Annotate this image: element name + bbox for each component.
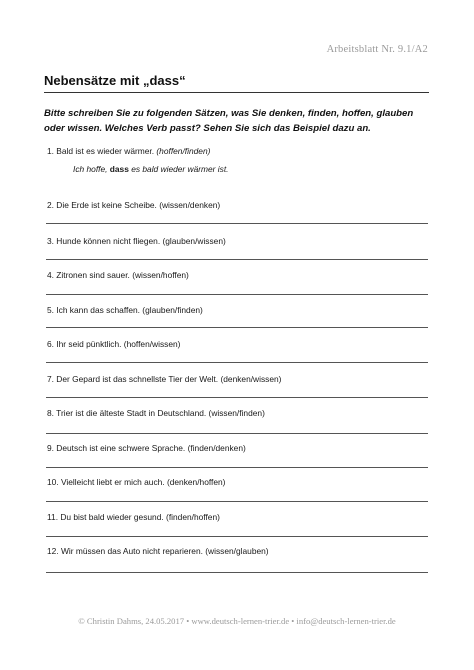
exercise-item: 3. Hunde können nicht fliegen. (glauben/wissen) [47,236,226,246]
answer-line[interactable] [46,397,428,398]
answer-line[interactable] [46,259,428,260]
exercise-item: 4. Zitronen sind sauer. (wissen/hoffen) [47,270,189,280]
answer-line[interactable] [46,223,428,224]
example-answer-keyword: dass [109,164,129,174]
example-answer-end: es bald wieder wärmer ist. [131,164,229,174]
answer-line[interactable] [46,294,428,295]
exercise-item: 12. Wir müssen das Auto nicht reparieren. (wissen/glauben) [47,546,269,556]
answer-line[interactable] [46,433,428,434]
answer-line[interactable] [46,501,428,502]
answer-line[interactable] [46,536,428,537]
worksheet-number: Arbeitsblatt Nr. 9.1/A2 [326,44,428,55]
answer-line[interactable] [46,362,428,363]
exercise-item: 8. Trier ist die älteste Stadt in Deutschland. (wissen/finden) [47,408,265,418]
page-title: Nebensätze mit „dass“ [44,73,186,88]
example-answer [73,164,228,174]
exercise-item: 5. Ich kann das schaffen. (glauben/finden) [47,305,203,315]
example-answer-start: Ich hoffe, [73,164,108,174]
instructions: Bitte schreiben Sie zu folgenden Sätzen, was Sie denken, finden, hoffen, glauben oder wissen. Welches Verb passt? Sehen Sie sich das Beispiel dazu an. [44,108,414,134]
exercise-item: 10. Vielleicht liebt er mich auch. (denken/hoffen) [47,477,226,487]
example-prompt: 1. Bald ist es wieder wärmer. [47,146,155,156]
answer-line[interactable] [46,327,428,328]
answer-line[interactable] [46,572,428,573]
exercise-item: 9. Deutsch ist eine schwere Sprache. (finden/denken) [47,443,246,453]
title-underline [44,92,429,93]
exercise-item: 2. Die Erde ist keine Scheibe. (wissen/denken) [47,200,221,210]
page-footer: © Christin Dahms, 24.05.2017 • www.deutsch-lernen-trier.de • info@deutsch-lernen-trier.de [78,616,396,626]
exercise-item: 6. Ihr seid pünktlich. (hoffen/wissen) [47,339,181,349]
exercise-item: 11. Du bist bald wieder gesund. (finden/hoffen) [47,512,220,522]
exercise-item: 7. Der Gepard ist das schnellste Tier der Welt. (denken/wissen) [47,374,282,384]
example-verbs: (hoffen/finden) [156,146,211,156]
example-sentence [47,146,210,156]
answer-line[interactable] [46,467,428,468]
